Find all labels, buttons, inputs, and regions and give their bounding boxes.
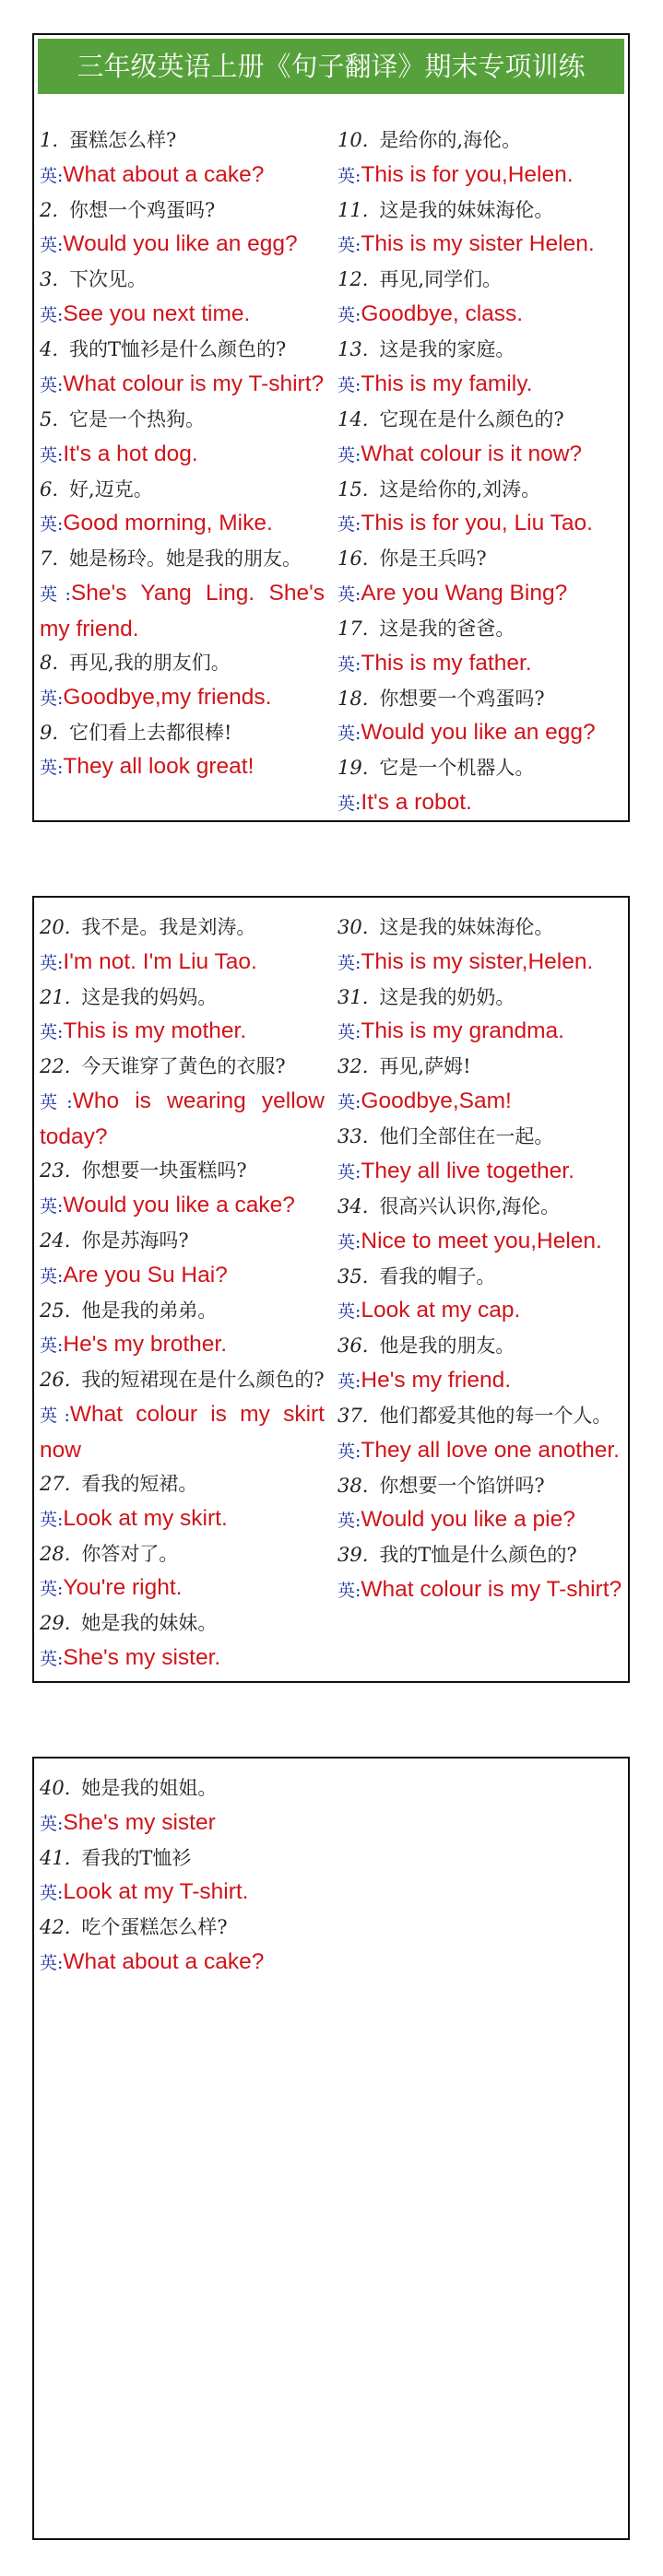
english-prefix-label: 英: <box>337 165 361 186</box>
chinese-text: 这是我的妹妹海伦。 <box>379 198 554 221</box>
english-prefix-label: 英: <box>337 1370 361 1392</box>
answer-english <box>40 1084 325 1154</box>
english-text: What colour is it now? <box>361 441 583 466</box>
question-number: 13. <box>337 338 369 361</box>
chinese-text: 他们都爱其他的每一个人。 <box>379 1404 612 1427</box>
question-number: 41. <box>40 1846 71 1869</box>
english-prefix-label: 英: <box>337 1581 361 1602</box>
answer-english <box>40 1327 325 1363</box>
english-prefix-label: 英: <box>40 688 64 709</box>
chinese-text: 你答对了。 <box>81 1542 179 1565</box>
english-prefix-label: 英: <box>40 1813 64 1834</box>
english-prefix-label: 英: <box>337 653 361 675</box>
question-number: 12. <box>337 268 369 291</box>
english-text: What colour is my skirt now <box>40 1401 325 1463</box>
english-prefix-label: 英: <box>40 514 64 535</box>
english-prefix-label: 英: <box>337 1161 361 1182</box>
answer-english <box>337 1572 624 1608</box>
column-1 <box>40 1771 332 1981</box>
answer-english <box>337 1224 624 1260</box>
question-chinese <box>40 1363 325 1397</box>
english-text: He's my friend. <box>361 1367 512 1393</box>
question-number: 24. <box>40 1229 71 1252</box>
english-prefix-label: 英: <box>40 444 64 465</box>
english-text: He's my brother. <box>63 1332 228 1358</box>
chinese-text: 我的T恤是什么颜色的? <box>379 1544 577 1567</box>
question-chinese <box>337 1329 624 1363</box>
english-prefix-label: 英: <box>337 794 361 815</box>
english-prefix-label: 英: <box>40 1509 64 1530</box>
question-chinese <box>40 124 325 158</box>
question-chinese <box>40 1294 325 1328</box>
question-chinese <box>40 542 325 576</box>
english-prefix-label: 英: <box>40 1649 64 1670</box>
chinese-text: 再见,同学们。 <box>379 268 503 291</box>
question-chinese <box>337 1260 624 1294</box>
question-chinese <box>337 473 624 507</box>
chinese-text: 看我的帽子。 <box>379 1264 496 1288</box>
answer-english <box>337 1084 624 1120</box>
english-prefix-label: 英: <box>40 1579 64 1600</box>
english-text: I'm not. I'm Liu Tao. <box>63 948 257 974</box>
answer-english <box>337 945 624 981</box>
question-number: 11. <box>337 198 369 221</box>
chinese-text: 吃个蛋糕怎么样? <box>81 1916 228 1939</box>
answer-english <box>40 1875 325 1911</box>
english-text: This is my father. <box>361 650 532 676</box>
english-text: Are you Su Hai? <box>63 1262 228 1288</box>
question-chinese <box>337 682 624 716</box>
question-chinese <box>337 1190 624 1224</box>
chinese-text: 这是我的爸爸。 <box>379 617 515 640</box>
english-text: Good morning, Mike. <box>63 511 273 536</box>
column-1 <box>40 911 332 1676</box>
english-text: Who is wearing yellow today? <box>40 1088 326 1150</box>
english-text: She's my sister <box>63 1809 216 1835</box>
english-text: What colour is my T-shirt? <box>361 1577 622 1603</box>
answer-english <box>40 227 325 263</box>
english-text: What colour is my T-shirt? <box>63 371 325 396</box>
chinese-text: 是给你的,海伦。 <box>379 129 522 151</box>
answer-english <box>337 1502 624 1538</box>
english-text: Look at my T-shirt. <box>63 1879 249 1905</box>
column-2 <box>332 1771 624 1981</box>
question-chinese <box>337 124 624 158</box>
answer-english <box>40 1397 325 1467</box>
question-chinese <box>40 1050 325 1084</box>
chinese-text: 他是我的弟弟。 <box>81 1299 218 1322</box>
english-prefix-label: 英: <box>40 1092 73 1113</box>
answer-english <box>40 1501 325 1537</box>
chinese-text: 她是我的姐姐。 <box>81 1777 218 1799</box>
question-number: 35. <box>337 1264 369 1288</box>
chinese-text: 这是我的奶奶。 <box>379 985 515 1008</box>
answer-english <box>337 1293 624 1329</box>
answer-english <box>40 1641 325 1676</box>
answer-english <box>40 437 325 473</box>
answer-english <box>337 1363 624 1399</box>
question-chinese <box>337 911 624 945</box>
question-chinese <box>337 542 624 576</box>
question-number: 20. <box>40 916 71 938</box>
english-prefix-label: 英: <box>40 1335 64 1357</box>
question-number: 31. <box>337 985 369 1008</box>
answer-english <box>337 367 624 403</box>
chinese-text: 这是我的家庭。 <box>379 338 515 361</box>
chinese-text: 你是苏海吗? <box>81 1229 189 1252</box>
english-text: Nice to meet you,Helen. <box>361 1228 602 1253</box>
question-chinese <box>40 646 325 680</box>
answer-english <box>337 646 624 682</box>
question-chinese <box>40 1771 325 1806</box>
question-chinese <box>40 473 325 507</box>
box-3-columns <box>40 1771 624 1981</box>
box-2-columns <box>40 911 624 1676</box>
english-prefix-label: 英: <box>337 723 361 745</box>
question-number: 4. <box>40 338 59 361</box>
chinese-text: 我不是。我是刘涛。 <box>81 916 256 938</box>
english-text: Look at my cap. <box>361 1298 521 1323</box>
question-chinese <box>40 333 325 367</box>
question-number: 26. <box>40 1369 71 1392</box>
english-prefix-label: 英: <box>337 1301 361 1323</box>
question-chinese <box>40 194 325 228</box>
question-number: 8. <box>40 651 59 674</box>
answer-english <box>40 1806 325 1841</box>
answer-english <box>40 506 325 542</box>
answer-english <box>337 785 624 821</box>
answer-english <box>337 158 624 194</box>
english-text: She's my sister. <box>63 1645 221 1671</box>
answer-english <box>40 749 325 785</box>
question-number: 10. <box>337 129 369 151</box>
chinese-text: 这是给你的,刘涛。 <box>379 477 541 500</box>
question-number: 28. <box>40 1542 71 1565</box>
question-number: 36. <box>337 1335 369 1358</box>
question-number: 23. <box>40 1159 71 1182</box>
question-chinese <box>40 1467 325 1501</box>
answer-english <box>337 576 624 612</box>
question-chinese <box>337 751 624 785</box>
english-text: They all live together. <box>361 1158 574 1183</box>
question-number: 16. <box>337 547 369 570</box>
question-chinese <box>337 981 624 1015</box>
question-number: 3. <box>40 268 59 291</box>
english-prefix-label: 英: <box>40 1195 64 1217</box>
question-chinese <box>337 1469 624 1503</box>
answer-english <box>337 437 624 473</box>
english-text: Goodbye,my friends. <box>63 684 272 710</box>
english-prefix-label: 英: <box>337 1441 361 1462</box>
english-prefix-label: 英: <box>337 514 361 535</box>
english-text: What about a cake? <box>63 1949 265 1975</box>
question-chinese <box>40 1154 325 1188</box>
chinese-text: 它现在是什么颜色的? <box>379 407 564 430</box>
question-chinese <box>40 263 325 297</box>
question-chinese <box>40 911 325 945</box>
english-prefix-label: 英: <box>337 374 361 395</box>
column-2 <box>332 124 624 821</box>
chinese-text: 好,迈克。 <box>69 477 153 500</box>
answer-english <box>40 1188 325 1224</box>
column-2 <box>332 911 624 1676</box>
worksheet-box-1 <box>32 33 630 822</box>
question-chinese <box>337 1120 624 1154</box>
english-prefix-label: 英: <box>40 1265 64 1287</box>
chinese-text: 他们全部住在一起。 <box>379 1125 554 1148</box>
question-number: 2. <box>40 198 59 221</box>
question-chinese <box>40 981 325 1015</box>
question-number: 7. <box>40 547 59 570</box>
question-chinese <box>40 1537 325 1571</box>
english-text: This is my mother. <box>63 1018 247 1044</box>
english-prefix-label: 英: <box>40 235 64 256</box>
english-prefix-label: 英: <box>337 952 361 973</box>
english-prefix-label: 英: <box>337 305 361 326</box>
worksheet-box-3 <box>32 1757 630 2540</box>
question-chinese <box>337 333 624 367</box>
question-number: 37. <box>337 1404 369 1427</box>
answer-english <box>337 227 624 263</box>
english-prefix-label: 英: <box>40 1022 64 1043</box>
english-prefix-label: 英: <box>337 1511 361 1532</box>
question-number: 14. <box>337 407 369 430</box>
answer-english <box>337 297 624 333</box>
question-number: 1. <box>40 129 59 151</box>
english-text: They all love one another. <box>361 1437 620 1463</box>
question-number: 25. <box>40 1299 71 1322</box>
question-number: 21. <box>40 985 71 1008</box>
answer-english <box>40 367 325 403</box>
answer-english <box>337 1154 624 1190</box>
chinese-text: 你想要一块蛋糕吗? <box>81 1159 247 1182</box>
question-chinese <box>337 1538 624 1572</box>
english-prefix-label: 英: <box>40 758 64 779</box>
english-prefix-label: 英: <box>337 444 361 465</box>
question-number: 9. <box>40 721 59 744</box>
english-prefix-label: 英: <box>40 1953 64 1974</box>
answer-english <box>337 1014 624 1050</box>
chinese-text: 他是我的朋友。 <box>379 1335 515 1358</box>
question-number: 29. <box>40 1612 71 1635</box>
english-prefix-label: 英: <box>337 1092 361 1113</box>
chinese-text: 今天谁穿了黄色的衣服? <box>81 1055 286 1078</box>
answer-english <box>40 1570 325 1606</box>
question-chinese <box>337 403 624 437</box>
answer-english <box>40 1014 325 1050</box>
chinese-text: 你想要一个馅饼吗? <box>379 1474 545 1497</box>
question-number: 30. <box>337 916 369 938</box>
chinese-text: 看我的短裙。 <box>81 1472 198 1495</box>
chinese-text: 你想一个鸡蛋吗? <box>69 198 216 221</box>
answer-english <box>337 506 624 542</box>
column-1 <box>40 124 332 821</box>
question-chinese <box>337 1050 624 1084</box>
english-prefix-label: 英: <box>40 1883 64 1904</box>
answer-english <box>40 680 325 716</box>
chinese-text: 这是我的妹妹海伦。 <box>379 916 554 938</box>
english-text: What about a cake? <box>63 161 265 187</box>
english-prefix-label: 英: <box>337 583 361 605</box>
question-chinese <box>40 403 325 437</box>
chinese-text: 它是一个机器人。 <box>379 757 535 780</box>
english-prefix-label: 英: <box>337 235 361 256</box>
question-number: 6. <box>40 477 59 500</box>
english-prefix-label: 英: <box>40 952 64 973</box>
english-text: This is my family. <box>361 371 533 396</box>
question-number: 5. <box>40 407 59 430</box>
english-prefix-label: 英: <box>40 374 64 395</box>
question-chinese <box>40 1606 325 1641</box>
chinese-text: 蛋糕怎么样? <box>69 129 177 151</box>
question-number: 27. <box>40 1472 71 1495</box>
english-prefix-label: 英: <box>40 305 64 326</box>
question-number: 42. <box>40 1916 71 1939</box>
question-number: 34. <box>337 1194 369 1217</box>
chinese-text: 它们看上去都很棒! <box>69 721 232 744</box>
english-text: She's Yang Ling. She's my friend. <box>40 580 326 641</box>
answer-english <box>40 576 325 646</box>
question-chinese <box>337 194 624 228</box>
english-text: They all look great! <box>63 754 255 780</box>
english-text: This is for you,Helen. <box>361 161 574 187</box>
chinese-text: 看我的T恤衫 <box>81 1846 192 1869</box>
english-text: Look at my skirt. <box>63 1505 228 1531</box>
english-prefix-label: 英: <box>337 1022 361 1043</box>
question-number: 38. <box>337 1474 369 1497</box>
chinese-text: 我的T恤衫是什么颜色的? <box>69 338 287 361</box>
chinese-text: 它是一个热狗。 <box>69 407 206 430</box>
question-chinese <box>337 1399 624 1433</box>
english-text: This is my sister Helen. <box>361 231 595 257</box>
english-text: Would you like an egg? <box>63 231 298 257</box>
english-text: Would you like a pie? <box>361 1507 575 1533</box>
question-number: 17. <box>337 617 369 640</box>
question-number: 22. <box>40 1055 71 1078</box>
english-text: This is my grandma. <box>361 1018 564 1044</box>
worksheet-box-2 <box>32 896 630 1683</box>
chinese-text: 这是我的妈妈。 <box>81 985 218 1008</box>
question-number: 39. <box>337 1544 369 1567</box>
chinese-text: 再见,我的朋友们。 <box>69 651 231 674</box>
question-number: 15. <box>337 477 369 500</box>
question-number: 33. <box>337 1125 369 1148</box>
english-prefix-label: 英: <box>337 1231 361 1253</box>
chinese-text: 她是我的妹妹。 <box>81 1612 218 1635</box>
answer-english <box>337 1433 624 1469</box>
question-number: 18. <box>337 687 369 710</box>
answer-english <box>40 297 325 333</box>
chinese-text: 她是杨玲。她是我的朋友。 <box>69 547 302 570</box>
question-chinese <box>337 612 624 646</box>
english-text: Would you like an egg? <box>361 720 596 746</box>
answer-english <box>337 715 624 751</box>
worksheet-title: 三年级英语上册《句子翻译》期末专项训练 <box>38 39 624 94</box>
english-prefix-label: 英: <box>40 583 71 605</box>
question-chinese <box>337 263 624 297</box>
english-text: You're right. <box>63 1575 183 1601</box>
english-text: See you next time. <box>63 301 251 327</box>
english-text: It's a hot dog. <box>63 441 198 466</box>
question-number: 32. <box>337 1055 369 1078</box>
english-text: This is my sister,Helen. <box>361 948 594 974</box>
answer-english <box>40 1258 325 1294</box>
chinese-text: 你是王兵吗? <box>379 547 487 570</box>
box-1-columns <box>40 124 624 821</box>
answer-english <box>40 945 325 981</box>
english-text: Goodbye, class. <box>361 301 524 327</box>
question-chinese <box>40 1911 325 1945</box>
chinese-text: 很高兴认识你,海伦。 <box>379 1194 561 1217</box>
english-text: Would you like a cake? <box>63 1192 295 1217</box>
answer-english <box>40 1945 325 1981</box>
question-number: 19. <box>337 757 369 780</box>
chinese-text: 再见,萨姆! <box>379 1055 471 1078</box>
answer-english <box>40 158 325 194</box>
question-chinese <box>40 1224 325 1258</box>
chinese-text: 下次见。 <box>69 268 148 291</box>
chinese-text: 你想要一个鸡蛋吗? <box>379 687 545 710</box>
chinese-text: 我的短裙现在是什么颜色的? <box>81 1369 325 1392</box>
english-text: Goodbye,Sam! <box>361 1088 512 1114</box>
english-text: It's a robot. <box>361 790 472 816</box>
question-chinese <box>40 716 325 750</box>
english-prefix-label: 英: <box>40 1405 70 1426</box>
english-text: Are you Wang Bing? <box>361 580 568 606</box>
question-number: 40. <box>40 1777 71 1799</box>
question-chinese <box>40 1841 325 1876</box>
english-prefix-label: 英: <box>40 165 64 186</box>
english-text: This is for you, Liu Tao. <box>361 511 593 536</box>
